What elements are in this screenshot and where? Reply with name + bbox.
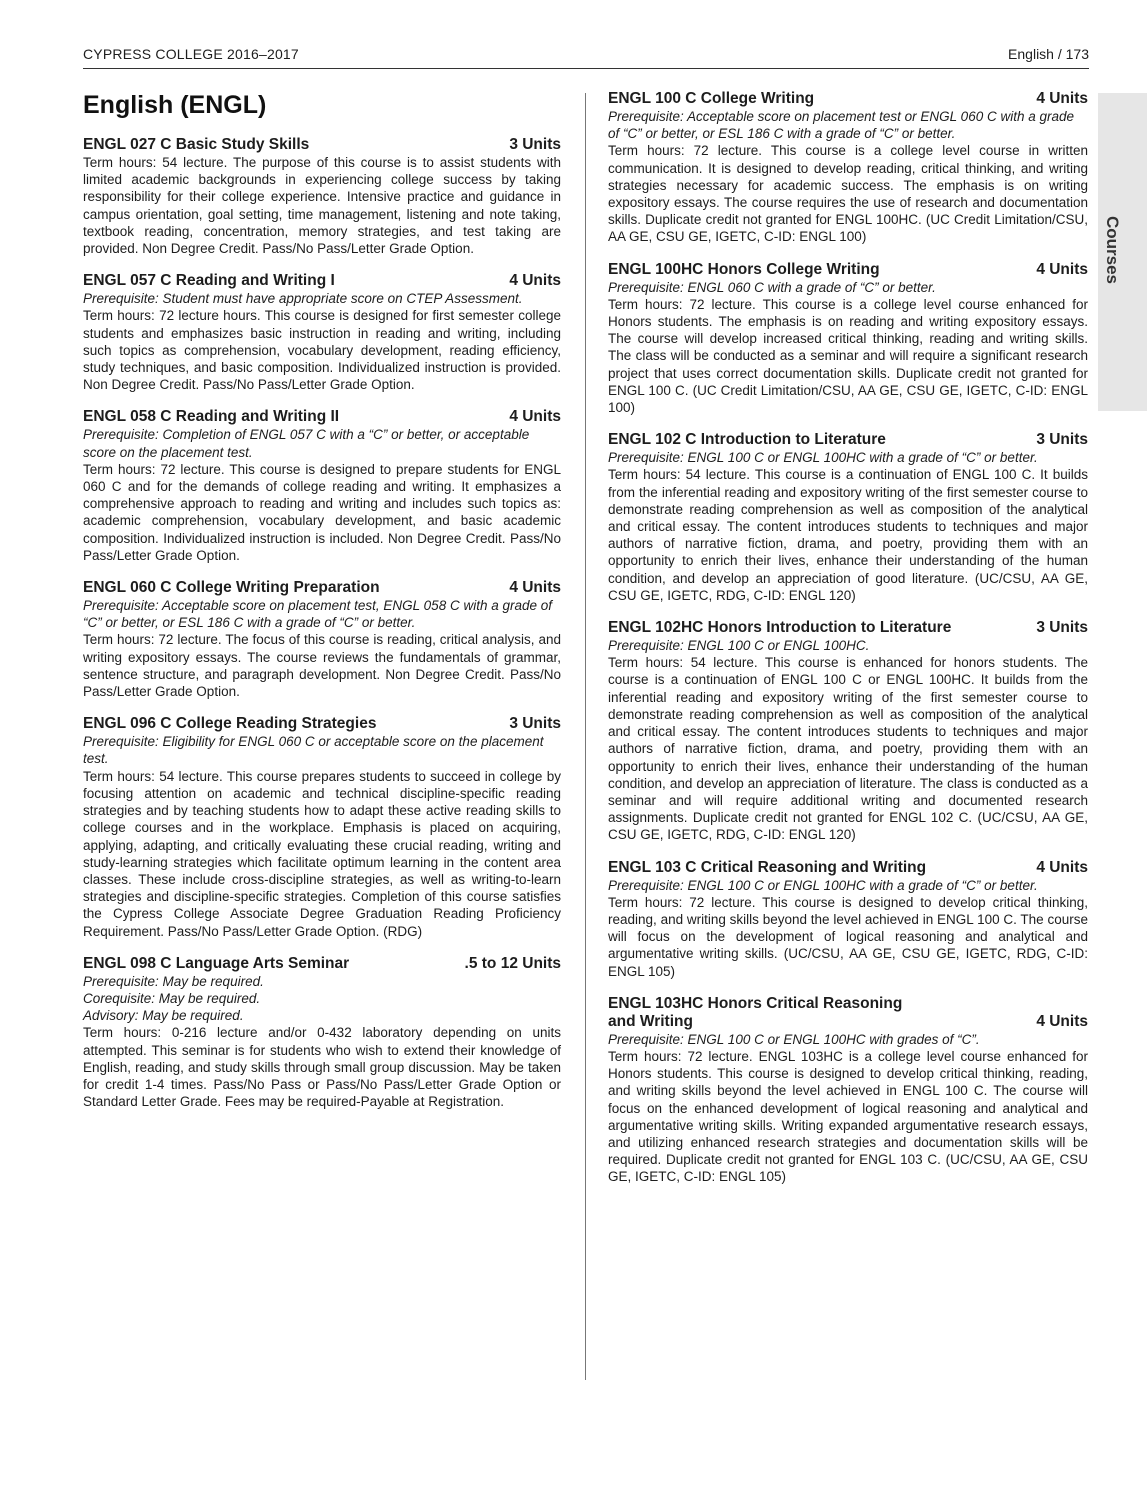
course-prerequisite: Prerequisite: ENGL 100 C or ENGL 100HC with grades of “C”. bbox=[608, 1031, 980, 1047]
running-header-right: English / 173 bbox=[1008, 46, 1089, 62]
course-title: ENGL 060 C College Writing Preparation bbox=[83, 579, 380, 597]
course-entry bbox=[608, 431, 1088, 604]
course-units: 3 Units bbox=[509, 136, 561, 153]
course-prerequisite: Prerequisite: ENGL 060 C with a grade of “C” or better. bbox=[608, 279, 936, 295]
course-units: 4 Units bbox=[509, 272, 561, 290]
course-description: Term hours: 54 lecture. This course prepares students to succeed in college by focusing attention on academic and technical discipline-specific reading strategies and by teaching students how to adapt these active reading skills to college courses and in the workplace. Emphasis is placed on acquiring, applying, adapting, and critically evaluating these crucial reading, writing and study-learning strategies which facilitate optimum learning in the content area classes. These include cross-discipline strategies, as well as writing-to-learn strategies and discipline-specific strategies. Completion of this course satisfies the Cypress College Associate Degree Graduation Reading Proficiency Requirement. Pass/No Pass/Letter Grade Option. (RDG) bbox=[83, 768, 561, 939]
course-description: Term hours: 72 lecture. The focus of this course is reading, critical analysis, and writing expository essays. The course reviews the fundamentals of grammar, sentence structure, and paragraph development. Non Degree Credit. Pass/No Pass/Letter Grade Option. bbox=[83, 632, 561, 700]
course-advisory: Advisory: May be required. bbox=[83, 1008, 244, 1024]
course-prerequisite: Prerequisite: Acceptable score on placement test, ENGL 058 C with a grade of “C” or better, or ESL 186 C with a grade of “C” or better. bbox=[83, 598, 553, 631]
course-title: ENGL 102 C Introduction to Literature bbox=[608, 431, 886, 449]
course-description: Term hours: 72 lecture hours. This course is designed for first semester college students and emphasizes basic instruction in reading and writing, including such topics as comprehension, vocabulary development, reading efficiency, study techniques, and basic composition. Individualized instruction is provided. Non Degree Credit. Pass/No Pass/Letter Grade Option. bbox=[83, 308, 561, 393]
course-entry bbox=[608, 619, 1088, 843]
course-description: Term hours: 0-216 lecture and/or 0-432 laboratory depending on units attempted. This seminar is for students who wish to extend their knowledge of English, reading, and study skills through small group discussion. May be taken for credit 1-4 times. Pass/No Pass or Pass/No Pass/Letter Grade Option or Standard Letter Grade. Fees may be required-Payable at Registration. bbox=[83, 1025, 561, 1110]
section-title: English (ENGL) bbox=[83, 91, 267, 119]
course-prerequisite: Prerequisite: Acceptable score on placement test or ENGL 060 C with a grade of “C” or better, or ESL 186 C with a grade of “C” or better. bbox=[608, 109, 1075, 142]
course-description: Term hours: 72 lecture. ENGL 103HC is a college level course enhanced for Honors students. This course is designed to develop critical thinking, reading, and writing skills beyond the level achieved in ENGL 100 C. The course will focus on the enhanced development of logical reasoning and analytical and argumentative writing skills. Writing expanded argumentative research essays, and utilizing enhanced research strategies and documentation skills will be required. Duplicate credit not granted for ENGL 103 C. (UC/CSU, AA GE, CSU GE, IGETC, C-ID: ENGL 105) bbox=[608, 1048, 1088, 1185]
course-description: Term hours: 54 lecture. This course is a continuation of ENGL 100 C. It builds from the inferential reading and expository writing of the first semester course to demonstrate reading comprehension as well as composition of the analytical and critical essay. The content introduces students to techniques and major authors of narrative fiction, drama, and poetry, providing them with an opportunity to enrich their lives, enhance their understanding of the human condition, and develop an appreciation of good literature. (UC/CSU, AA GE, CSU GE, IGETC, RDG, C-ID: ENGL 120) bbox=[608, 467, 1088, 603]
course-units: 4 Units bbox=[1036, 858, 1088, 876]
course-title: ENGL 102HC Honors Introduction to Literature bbox=[608, 619, 952, 637]
course-units: 3 Units bbox=[1036, 431, 1088, 449]
course-units: 4 Units bbox=[1036, 1012, 1088, 1030]
course-prerequisite: Prerequisite: Student must have appropriate score on CTEP Assessment. bbox=[83, 291, 523, 307]
course-description: Term hours: 72 lecture. This course is a college level course enhanced for Honors students. The emphasis is on reading and writing expository essays. The course will develop increased critical thinking, reading and writing skills. The class will be conducted as a seminar and will require a significant research project that uses correct documentation skills. Duplicate credit not granted for ENGL 100 C. (UC Credit Limitation/CSU, AA GE, CSU GE, IGETC, C-ID: ENGL 100) bbox=[608, 296, 1088, 416]
course-units: 4 Units bbox=[509, 408, 561, 426]
course-description: Term hours: 72 lecture. This course is a college level course in written communication. It is designed to develop reading, critical thinking, and writing strategies necessary for academic success. The emphasis is on writing expository essays. The course requires the use of research and documentation skills. Duplicate credit not granted for ENGL 100HC. (UC Credit Limitation/CSU, AA GE, CSU GE, IGETC, C-ID: ENGL 100) bbox=[608, 143, 1088, 245]
course-units: .5 to 12 Units bbox=[464, 954, 561, 972]
side-tab-label: Courses bbox=[1103, 215, 1122, 285]
course-units: 4 Units bbox=[509, 579, 561, 597]
running-header-left: CYPRESS COLLEGE 2016–2017 bbox=[83, 46, 299, 62]
course-prerequisite: Prerequisite: May be required. bbox=[83, 973, 264, 989]
course-prerequisite: Prerequisite: Eligibility for ENGL 060 C or acceptable score on the placement test. bbox=[83, 734, 544, 767]
course-entry bbox=[83, 955, 561, 1111]
course-units: 3 Units bbox=[509, 715, 561, 733]
course-entry bbox=[608, 90, 1088, 246]
course-title: ENGL 027 C Basic Study Skills bbox=[83, 136, 310, 153]
course-corequisite: Corequisite: May be required. bbox=[83, 990, 261, 1006]
course-title: ENGL 057 C Reading and Writing I bbox=[83, 272, 335, 290]
course-entry bbox=[83, 715, 561, 939]
course-prerequisite: Prerequisite: ENGL 100 C or ENGL 100HC with a grade of “C” or better. bbox=[608, 877, 1038, 893]
course-entry bbox=[83, 136, 561, 257]
course-prerequisite: Prerequisite: ENGL 100 C or ENGL 100HC. bbox=[608, 638, 870, 654]
course-description: Term hours: 54 lecture. The purpose of this course is to assist students with limited academic backgrounds in experiencing college success by taking responsibility for their college experience. Intensive practice and guidance in campus orientation, goal setting, time management, listening and note taking, textbook reading, concentration, memory strategies, and test taking are provided. Non Degree Credit. Pass/No Pass/Letter Grade Option. bbox=[83, 155, 561, 257]
course-prerequisite: Prerequisite: ENGL 100 C or ENGL 100HC with a grade of “C” or better. bbox=[608, 450, 1038, 466]
column-divider bbox=[585, 93, 586, 1380]
course-description: Term hours: 54 lecture. This course is enhanced for honors students. The course is a continuation of ENGL 100 C or ENGL 100HC. It builds from the inferential reading and expository writing of the first semester course to demonstrate reading comprehension as well as composition of the analytical and critical essay. The content introduces students to techniques and major authors of narrative fiction, drama, and poetry, providing them with an opportunity to enrich their lives, enhance their understanding of the human condition, and develop an appreciation of literature. The class is conducted as a seminar and will require additional writing and documented research assignments. Duplicate credit not granted for ENGL 102 C. (UC/CSU, AA GE, CSU GE, IGETC, RDG, C-ID: ENGL 120) bbox=[608, 655, 1088, 843]
course-title: ENGL 098 C Language Arts Seminar bbox=[83, 954, 350, 972]
course-entry bbox=[608, 995, 1088, 1186]
course-entry bbox=[608, 261, 1088, 417]
header-rule bbox=[83, 68, 1089, 69]
course-title: ENGL 096 C College Reading Strategies bbox=[83, 715, 377, 733]
course-title-line1: ENGL 103HC Honors Critical Reasoning bbox=[608, 994, 903, 1012]
course-entry bbox=[83, 272, 561, 393]
course-units: 4 Units bbox=[1036, 260, 1088, 278]
course-title: ENGL 100 C College Writing bbox=[608, 90, 815, 107]
course-description: Term hours: 72 lecture. This course is designed to develop critical thinking, reading, and writing skills beyond the level achieved in ENGL 100 C. The course will focus on the development of logical reasoning and analytical and argumentative writing skills. (UC/CSU, AA GE, CSU GE, IGETC, RDG, C-ID: ENGL 105) bbox=[608, 894, 1088, 979]
course-entry bbox=[83, 579, 561, 700]
course-prerequisite: Prerequisite: Completion of ENGL 057 C with a “C” or better, or acceptable score on the placement test. bbox=[83, 427, 530, 460]
course-title: ENGL 103 C Critical Reasoning and Writing bbox=[608, 858, 927, 876]
course-title: ENGL 100HC Honors College Writing bbox=[608, 260, 880, 278]
right-column bbox=[608, 90, 1088, 1201]
course-title: ENGL 058 C Reading and Writing II bbox=[83, 408, 340, 426]
course-description: Term hours: 72 lecture. This course is designed to prepare students for ENGL 060 C and for the demands of college reading and writing. It emphasizes a comprehensive approach to reading and writing and includes such topics as: academic comprehension, vocabulary development, and basic academic composition. Individualized instruction is included. Non Degree Credit. Pass/No Pass/Letter Grade Option. bbox=[83, 461, 561, 563]
course-units: 4 Units bbox=[1036, 90, 1088, 107]
course-entry bbox=[83, 408, 561, 564]
course-units: 3 Units bbox=[1036, 619, 1088, 637]
course-title-line2: and Writing bbox=[608, 1012, 693, 1030]
left-column bbox=[83, 90, 561, 1125]
course-entry bbox=[608, 859, 1088, 980]
